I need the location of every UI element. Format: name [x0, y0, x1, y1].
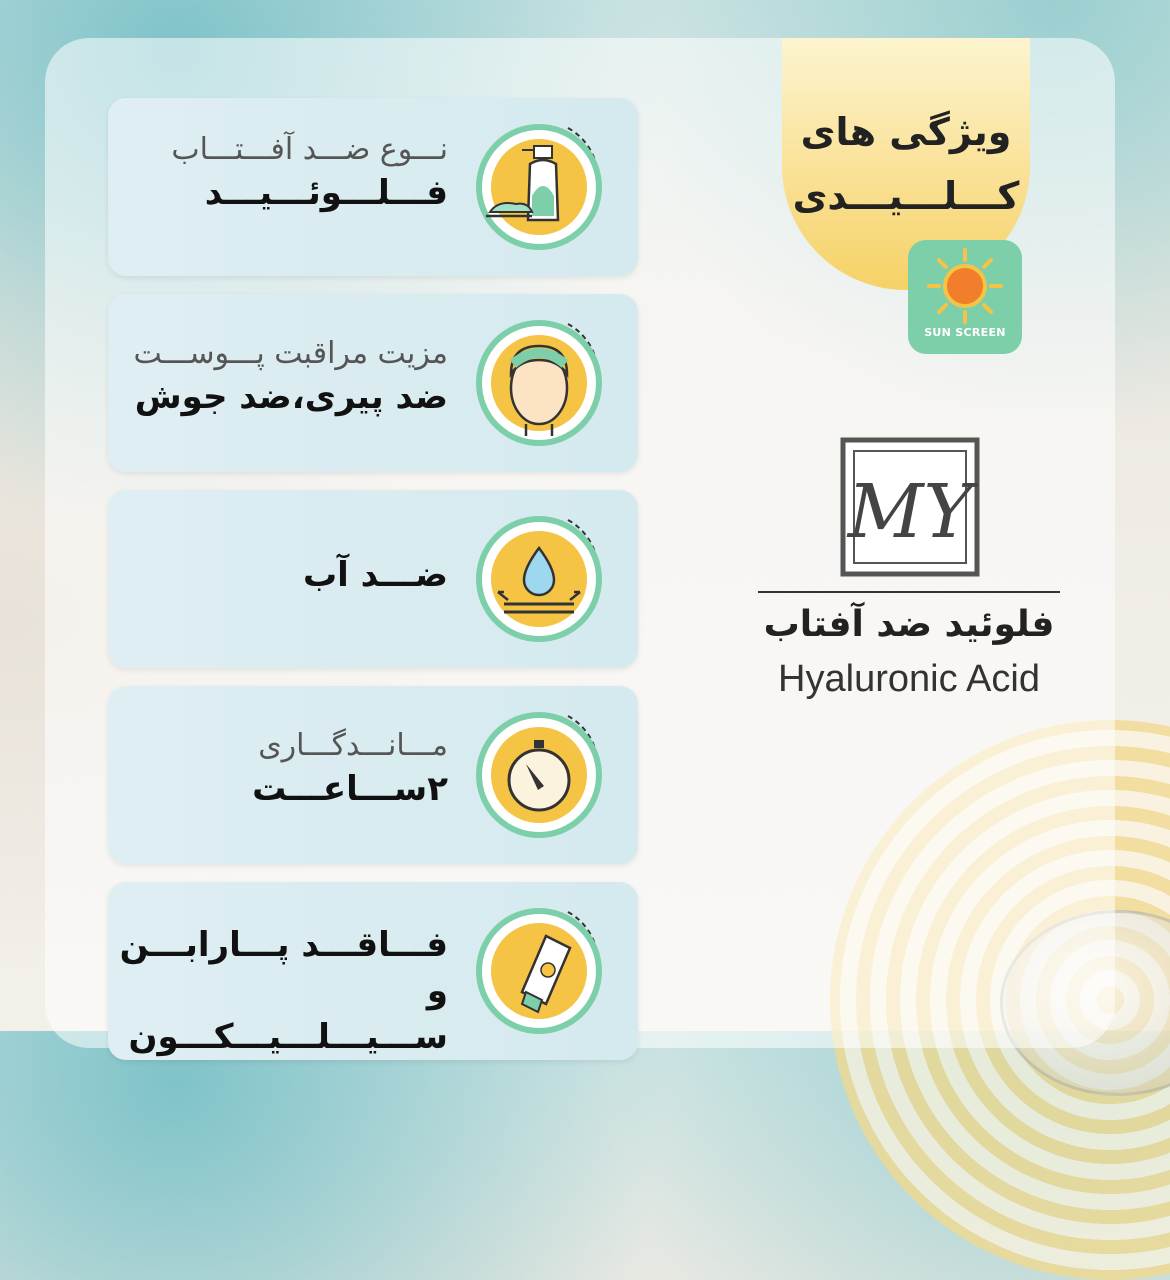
key-features-line1: ویژگی های: [800, 110, 1012, 154]
tube-icon: [468, 900, 610, 1042]
feature-value: ضد پیری،ضد جوش: [134, 377, 448, 417]
feature-label: نـــوع ضـــد آفـــتـــاب: [171, 132, 448, 167]
feature-card-free-of: [108, 882, 638, 1060]
brand-divider: [758, 591, 1060, 593]
product-name-fa: فلوئید ضد آفتاب: [763, 604, 1055, 645]
sun-screen-badge: [908, 240, 1022, 354]
water-drop-icon: [468, 508, 610, 650]
sun-screen-label: SUN SCREEN: [924, 326, 1006, 339]
feature-label: مزیت مراقبت پـــوســـت: [133, 336, 448, 371]
feature-value: ۲ســـاعـــت: [252, 769, 448, 809]
feature-card-type: [108, 98, 638, 276]
feature-value: فـــلـــوئـــیـــد: [204, 173, 448, 213]
feature-value: ضـــد آب: [302, 555, 448, 595]
pump-bottle-icon: [468, 116, 610, 258]
feature-label: مـــانـــدگـــاری: [258, 728, 448, 763]
key-features-line2: کـــلـــیـــدی: [792, 174, 1020, 218]
feature-card-duration: [108, 686, 638, 864]
feature-card-benefit: [108, 294, 638, 472]
brand-logo-icon: [840, 437, 980, 577]
product-name-en: Hyaluronic Acid: [778, 658, 1040, 700]
sun-icon: [925, 246, 1005, 326]
feature-value: فـــاقـــد پـــارابـــن و ســـیـــلـــیـــکـــون: [119, 925, 448, 1057]
face-headband-icon: [468, 312, 610, 454]
brand-monogram: MY: [847, 469, 973, 555]
feature-card-waterproof: [108, 490, 638, 668]
key-features-title: [782, 100, 1030, 228]
timer-icon: [468, 704, 610, 846]
